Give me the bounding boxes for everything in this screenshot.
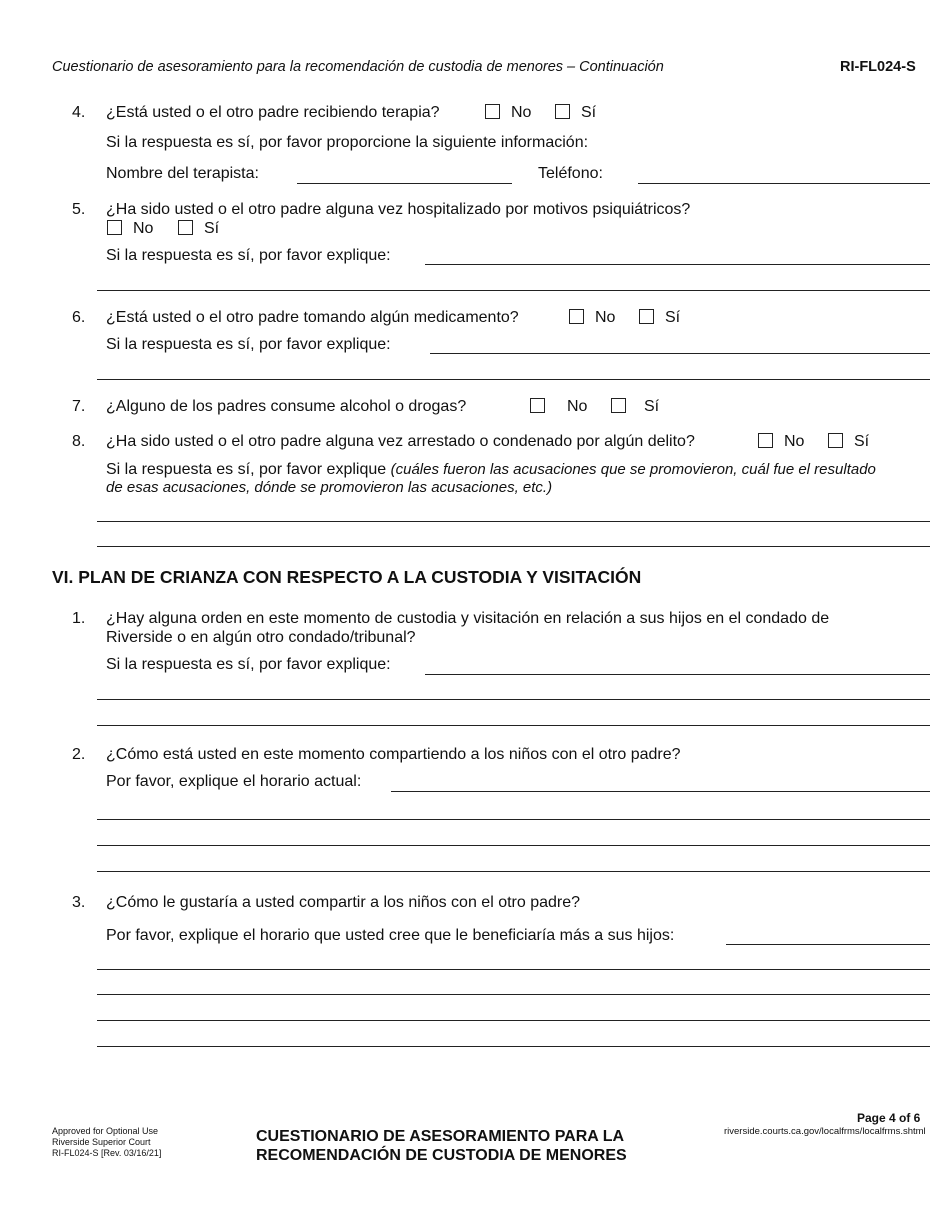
q6-explain-input-line-2[interactable]: [97, 361, 930, 380]
q7-no-checkbox[interactable]: [530, 398, 545, 413]
section-6-q2-explain-input-line-2[interactable]: [97, 801, 930, 820]
form-code: RI-FL024-S: [840, 59, 916, 75]
footer-approved: Approved for Optional Use: [52, 1126, 159, 1136]
footer-revision: RI-FL024-S [Rev. 03/16/21]: [52, 1148, 162, 1158]
form-header-title: Cuestionario de asesoramiento para la recomendación de custodia de menores – Continuación: [52, 59, 664, 75]
q5-explain-label: Si la respuesta es sí, por favor explique:: [106, 247, 391, 264]
question-5-text: ¿Ha sido usted o el otro padre alguna vez hospitalizado por motivos psiquiátricos?: [106, 201, 691, 218]
question-8-number: 8.: [72, 433, 86, 450]
footer-court: Riverside Superior Court: [52, 1137, 151, 1147]
section-6-q2-explain-input[interactable]: [391, 773, 930, 792]
section-6-q3-explain-input-line-4[interactable]: [97, 1002, 930, 1021]
question-5-number: 5.: [72, 201, 86, 218]
section-6-q1-explain-input[interactable]: [425, 656, 930, 675]
section-6-q1-number: 1.: [72, 610, 86, 627]
footer-url: riverside.courts.ca.gov/localfrms/localfrms.shtml: [724, 1126, 926, 1137]
q4-no-checkbox[interactable]: [485, 104, 500, 119]
section-6-q3-text: ¿Cómo le gustaría a usted compartir a los niños con el otro padre?: [106, 894, 581, 911]
section-6-q2-explain-label: Por favor, explique el horario actual:: [106, 773, 362, 790]
q8-explain-label: Si la respuesta es sí, por favor explique (cuáles fueron las acusaciones que se promovieron, cuál fue el resultado: [106, 461, 876, 478]
section-6-q2-number: 2.: [72, 746, 86, 763]
section-6-q1-explain-input-line-3[interactable]: [97, 707, 930, 726]
q4-si-label: Sí: [581, 104, 597, 121]
section-6-q3-explain-input[interactable]: [726, 926, 930, 945]
section-6-q3-explain-label: Por favor, explique el horario que usted cree que le beneficiaría más a sus hijos:: [106, 927, 675, 944]
q8-explain-detail-2: de esas acusaciones, dónde se promovieron las acusaciones, etc.): [106, 479, 553, 496]
q4-subtext: Si la respuesta es sí, por favor proporcione la siguiente información:: [106, 134, 589, 151]
question-7-number: 7.: [72, 398, 86, 415]
section-6-q3-explain-input-line-3[interactable]: [97, 976, 930, 995]
q8-si-label: Sí: [854, 433, 870, 450]
q4-si-checkbox[interactable]: [555, 104, 570, 119]
therapist-name-input[interactable]: [297, 165, 512, 184]
q7-no-label: No: [567, 398, 588, 415]
section-6-q3-explain-input-line-2[interactable]: [97, 951, 930, 970]
section-6-q2-explain-input-line-4[interactable]: [97, 853, 930, 872]
section-6-q1-text-1: ¿Hay alguna orden en este momento de custodia y visitación en relación a sus hijos en el condado de: [106, 610, 830, 627]
q5-si-checkbox[interactable]: [178, 220, 193, 235]
section-6-q3-number: 3.: [72, 894, 86, 911]
q6-si-checkbox[interactable]: [639, 309, 654, 324]
q8-si-checkbox[interactable]: [828, 433, 843, 448]
q7-si-checkbox[interactable]: [611, 398, 626, 413]
q8-explain-input-line-1[interactable]: [97, 503, 930, 522]
q5-explain-input[interactable]: [425, 246, 930, 265]
q5-no-checkbox[interactable]: [107, 220, 122, 235]
question-6-number: 6.: [72, 309, 86, 326]
therapist-phone-label: Teléfono:: [538, 165, 603, 182]
question-7-text: ¿Alguno de los padres consume alcohol o drogas?: [106, 398, 467, 415]
section-6-q1-explain-label: Si la respuesta es sí, por favor explique:: [106, 656, 391, 673]
q6-no-label: No: [595, 309, 616, 326]
q8-no-label: No: [784, 433, 805, 450]
q8-explain-input-line-2[interactable]: [97, 528, 930, 547]
q6-si-label: Sí: [665, 309, 681, 326]
footer-title-line-1: CUESTIONARIO DE ASESORAMIENTO PARA LA: [256, 1128, 625, 1145]
section-6-q1-text-2: Riverside o en algún otro condado/tribunal?: [106, 629, 416, 646]
q8-no-checkbox[interactable]: [758, 433, 773, 448]
q4-no-label: No: [511, 104, 532, 121]
section-6-q2-explain-input-line-3[interactable]: [97, 827, 930, 846]
q5-si-label: Sí: [204, 220, 220, 237]
q5-no-label: No: [133, 220, 154, 237]
section-6-q2-text: ¿Cómo está usted en este momento compartiendo a los niños con el otro padre?: [106, 746, 681, 763]
question-4-number: 4.: [72, 104, 86, 121]
footer-title-line-2: RECOMENDACIÓN DE CUSTODIA DE MENORES: [256, 1147, 627, 1164]
therapist-phone-input[interactable]: [638, 165, 930, 184]
q8-explain-detail-1: (cuáles fueron las acusaciones que se promovieron, cuál fue el resultado: [390, 461, 876, 478]
section-6-q1-explain-input-line-2[interactable]: [97, 681, 930, 700]
q6-explain-label: Si la respuesta es sí, por favor explique:: [106, 336, 391, 353]
question-6-text: ¿Está usted o el otro padre tomando algún medicamento?: [106, 309, 519, 326]
q6-no-checkbox[interactable]: [569, 309, 584, 324]
section-6-title: VI. PLAN DE CRIANZA CON RESPECTO A LA CUSTODIA Y VISITACIÓN: [52, 567, 642, 587]
question-4-text: ¿Está usted o el otro padre recibiendo terapia?: [106, 104, 440, 121]
q5-explain-input-line-2[interactable]: [97, 272, 930, 291]
q6-explain-input[interactable]: [430, 335, 930, 354]
therapist-name-label: Nombre del terapista:: [106, 165, 259, 182]
question-8-text: ¿Ha sido usted o el otro padre alguna vez arrestado o condenado por algún delito?: [106, 433, 695, 450]
q7-si-label: Sí: [644, 398, 660, 415]
page-number: Page 4 of 6: [857, 1111, 921, 1125]
section-6-q3-explain-input-line-5[interactable]: [97, 1028, 930, 1047]
